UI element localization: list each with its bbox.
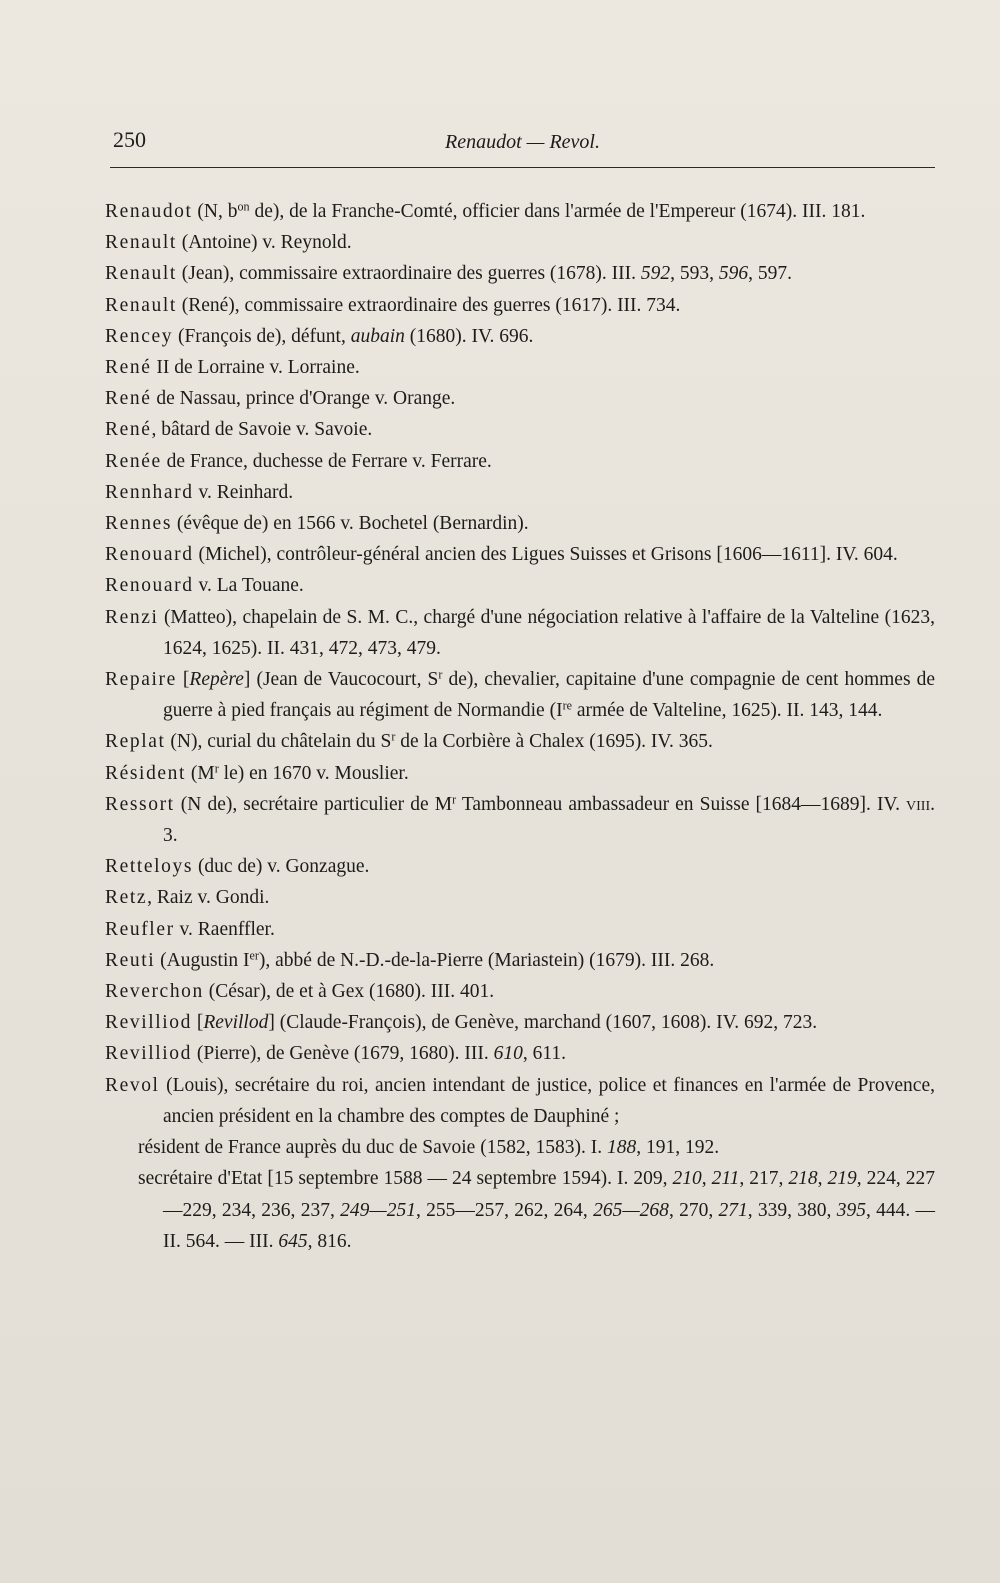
entry-head: Renouard — [105, 575, 194, 597]
entry-head: Revol — [105, 1074, 160, 1096]
entry-head: René — [105, 419, 152, 441]
entry-head: Renault — [105, 263, 177, 285]
entry-head: Rennhard — [105, 481, 194, 503]
entry-head: Replat — [105, 731, 166, 753]
entry-head: Renzi — [105, 606, 159, 628]
entry-head: Renault — [105, 294, 177, 316]
index-entry: Replat (N), curial du châtelain du $S^r$ de la Corbière à Chalex (1695). IV. 365. — [105, 729, 713, 753]
index-sub-entry: résident de France auprès du duc de Savoie (1582, 1583). I. 188, 191, 192. — [138, 1137, 720, 1159]
index-entry: Repaire [Repère] (Jean de Vaucocourt, $S^r$ de), chevalier, capitaine d'une compagnie de cent hommes de guerre à pied français au régiment de Normandie (Ire armée de Valteline, 1625). II. 143, 144. — [105, 667, 935, 722]
index-entry: Renouard v. La Touane. — [105, 575, 304, 597]
index-entry: Résident ($M^r$ le) en 1670 v. Mouslier. — [105, 761, 409, 784]
index-entry: Revilliod (Pierre), de Genève (1679, 1680). III. 610, 611. — [105, 1043, 566, 1065]
entry-head: Reuti — [105, 949, 156, 971]
index-entry: Retteloys (duc de) v. Gonzague. — [105, 856, 370, 878]
entry-head: Revilliod — [105, 1012, 192, 1034]
page-header — [110, 125, 935, 159]
entry-head: René — [105, 388, 152, 410]
index-entries — [105, 196, 935, 1257]
entry-head: Rennes — [105, 513, 173, 535]
index-entry: Renault (Jean), commissaire extraordinaire des guerres (1678). III. 592, 593, 596, 597. — [105, 263, 793, 285]
page-number: 250 — [113, 127, 146, 152]
index-entry: Renée de France, duchesse de Ferrare v. Ferrare. — [105, 450, 492, 472]
index-entry: Rennhard v. Reinhard. — [105, 481, 294, 503]
entry-head: Renaudot — [105, 201, 193, 222]
index-entry: Revol (Louis), secrétaire du roi, ancien intendant de justice, police et finances en l'armée de Provence, ancien président en la chambre des comptes de Dauphiné ; — [105, 1074, 935, 1127]
index-entry: Reverchon (César), de et à Gex (1680). III. 401. — [105, 981, 495, 1003]
running-title: Renaudot — Revol. — [445, 131, 600, 153]
header-rule — [110, 167, 935, 168]
entry-head: Retz — [105, 887, 148, 909]
entry-head: Reverchon — [105, 981, 204, 1003]
entry-head: Repaire — [105, 669, 177, 691]
index-entry: René, bâtard de Savoie v. Savoie. — [105, 419, 373, 441]
index-entry: René II de Lorraine v. Lorraine. — [105, 357, 360, 379]
entry-head: Renouard — [105, 544, 194, 566]
index-entry: Renault (René), commissaire extraordinaire des guerres (1617). III. 734. — [105, 294, 681, 316]
entry-head: Renault — [105, 232, 177, 254]
index-entry: Revilliod [Revillod] (Claude-François), de Genève, marchand (1607, 1608). IV. 692, 723. — [105, 1012, 818, 1034]
entry-head: Ressort — [105, 793, 175, 815]
index-entry: Rennes (évêque de) en 1566 v. Bochetel (Bernardin). — [105, 513, 529, 535]
index-entry: Renault (Antoine) v. Reynold. — [105, 232, 352, 254]
entry-head: Renée — [105, 450, 162, 472]
index-entry: Renzi (Matteo), chapelain de S. M. C., chargé d'une négociation relative à l'affaire de la Valteline (1623, 1624, 1625). II. 431, 472, 473, 479. — [105, 606, 935, 659]
entry-head: Reufler — [105, 918, 175, 940]
index-entry: Renouard (Michel), contrôleur-général ancien des Ligues Suisses et Grisons [1606—1611]. IV. 604. — [105, 544, 898, 566]
entry-head: René — [105, 357, 152, 379]
index-entry: Renaudot (N, $b^{on}$ de), de la Franche-Comté, officier dans l'armée de l'Empereur (1674). III. 181. — [105, 199, 866, 222]
index-sub-entry: secrétaire d'Etat [15 septembre 1588 — 24 septembre 1594). I. 209, 210, 211, 217, 218, 219, 224, 227—229, 234, 236, 237, 249—251, 255—257, 262, 264, 265—268, 270, 271, 339, 380, 395, 444. — II. 564. — III. 645, 816. — [138, 1168, 936, 1252]
entry-head: Résident — [105, 762, 187, 784]
index-entry: René de Nassau, prince d'Orange v. Orange. — [105, 388, 456, 410]
entry-head: Revilliod — [105, 1043, 192, 1065]
index-entry: Ressort (N de), secrétaire particulier de $M^r$ Tambonneau ambassadeur en Suisse [1684—1689]. IV. viii. 3. — [105, 792, 936, 847]
index-entry: Retz, Raiz v. Gondi. — [105, 887, 270, 909]
index-entry: Rencey (François de), défunt, aubain (1680). IV. 696. — [105, 325, 534, 347]
entry-head: Rencey — [105, 325, 174, 347]
index-entry: Reuti (Augustin Ier), abbé de N.-D.-de-la-Pierre (Mariastein) (1679). III. 268. — [105, 948, 715, 971]
entry-head: Retteloys — [105, 856, 194, 878]
index-entry: Reufler v. Raenffler. — [105, 918, 275, 940]
